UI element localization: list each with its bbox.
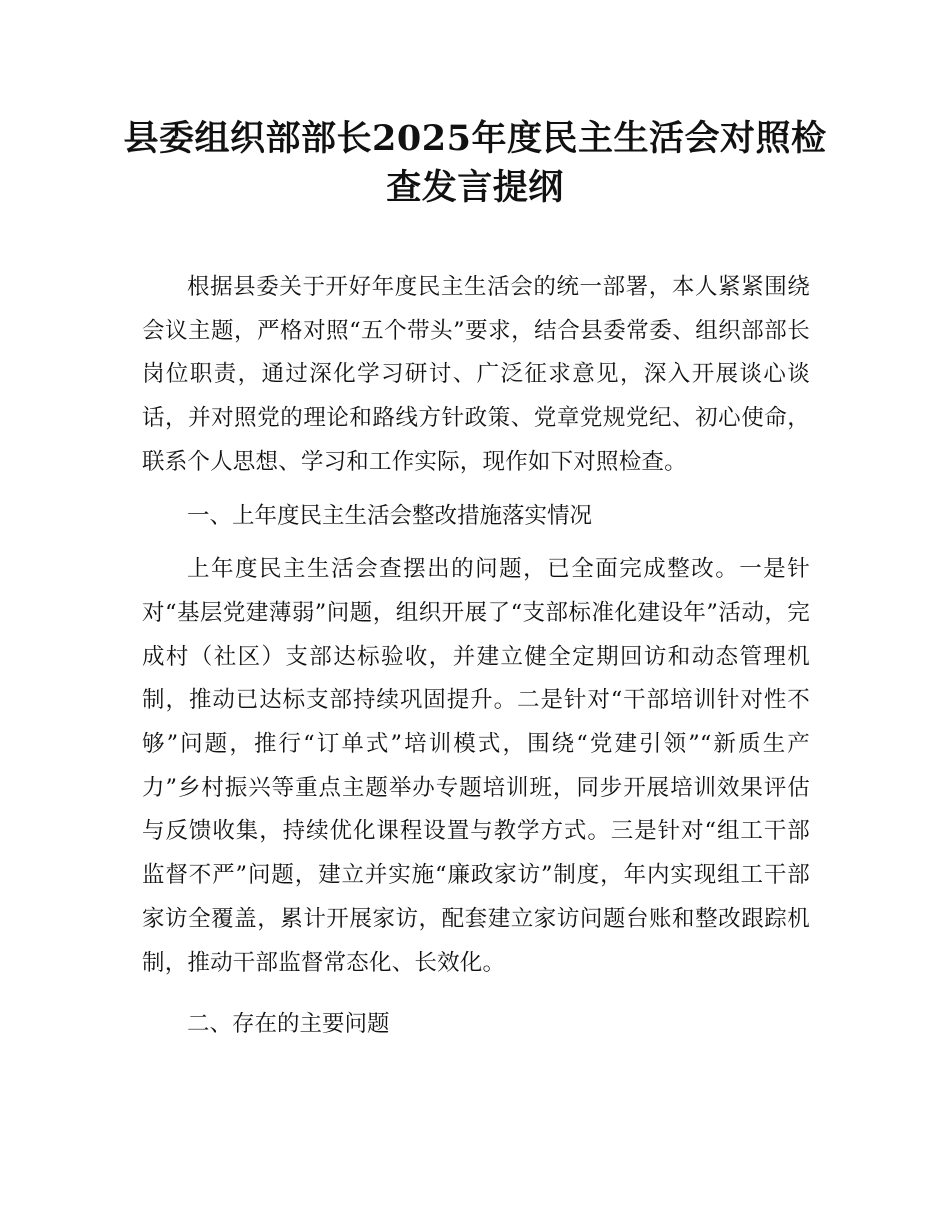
section-heading-2: 二、存在的主要问题	[187, 1011, 390, 1038]
intro-paragraph: 根据县委关于开好年度民主生活会的统一部署，本人紧紧围绕会议主题，严格对照“五个带头”要求，结合县委常委、组织部部长岗位职责，通过深化学习研讨、广泛征求意见，深入开展谈心谈话，并对照党的理论和路线方针政策、党章党规党纪、初心使命，联系个人思想、学习和工作实际，现作如下对照检查。	[142, 274, 810, 475]
document-title: 县委组织部部长2025年度民主生活会对照检查发言提纲	[123, 118, 827, 208]
section-1-paragraph: 上年度民主生活会查摆出的问题，已全面完成整改。一是针对“基层党建薄弱”问题，组织开展了“支部标准化建设年”活动，完成村（社区）支部达标验收，并建立健全定期回访和动态管理机制，推动已达标支部持续巩固提升。二是针对“干部培训针对性不够”问题，推行“订单式”培训模式，围绕“党建引领”“新质生产力”乡村振兴等重点主题举办专题培训班，同步开展培训效果评估与反馈收集，持续优化课程设置与教学方式。三是针对“组工干部监督不严”问题，建立并实施“廉政家访”制度，年内实现组工干部家访全覆盖，累计开展家访，配套建立家访问题台账和整改跟踪机制，推动干部监督常态化、长效化。	[142, 556, 810, 976]
section-heading-1: 一、上年度民主生活会整改措施落实情况	[187, 502, 593, 529]
document-body	[142, 266, 810, 1057]
